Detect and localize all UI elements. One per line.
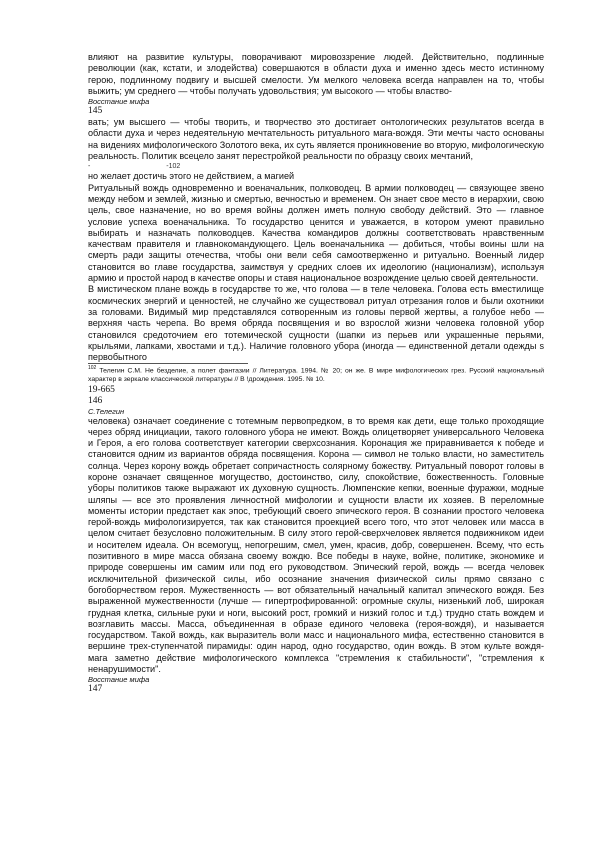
running-header: С.Телегин [88,406,125,416]
running-header: Восстание мифа [88,97,150,107]
footnote-mark: 102 [88,365,97,372]
running-header: Восстание мифа [88,675,150,685]
paragraph: вать; ум высшего — чтобы творить, и творчество это достигает онтологических результатов всегда в области духа и через недеятельную мечтательность ритуального мага-вождя. Эти мечты часто основаны на видениях мифологического Золотого века, их суть является проникновение во вторую, мифологическую реальность. Политик всецело занят перестройкой реальности по образцу своих мечтаний, [88,117,544,162]
page-number: 146 [88,395,103,406]
paragraph-continuation: влияют на развитие культуры, поворачивают мировоззрение людей. Действительно, подлинные революции (как, кстати, и злодейства) совершаются в области духа и именно здесь место истинному герою, подлинному подвигу и высшей смелости. Ум мелкого человека всегда направлен на то, чтобы выжить; ум среднего — чтобы получать удовольствия; ум высокого — чтобы властво- [88,52,544,96]
page-reference: 19-665 [88,384,115,395]
document-page [88,52,544,695]
footnote-marker-line [88,162,544,171]
marker-number: -102 [166,163,181,171]
paragraph: Ритуальный вождь одновременно и военачальник, полководец. В армии полководец — связующее звено между небом и землей, жизнью и смертью, вечностью и временем. Он знает свое место в иерархии, свою цель, свое назначение, но во время войны должен иметь полную свободу действий. Это — главное условие успеха военачальника. То государство ценится и уважается, в котором умеют правильно выбирать и назначать полководцев. Качества командиров должны соответствовать нравственным качествам правителя и главнокомандующего. Цель военачальника — добиться, чтобы воины шли на смерть ради защиты отечества, чтобы они вели себя самоотверженно и ритуально. Военный лидер становится во главе государства, заимствуя у средних слоев их идеологию (национализм), используя армию и простой народ в качестве опоры и ставя национальное возрождение целью своей деятельности. [88,182,544,284]
paragraph: человека) означает соединение с тотемным первопредком, в то время как дети, еще только проходящие через обряд инициации, такого головного убора не имеют. Вождь олицетворяет универсального Человека и Героя, а его голова соответствует категории сверхсознания. Коронация же приравнивается к победе и становится одним из вариантов обряда посвящения. Корона — символ не только власти, но заместитель солнца. Через корону вождь обретает сопричастность солярному божеству. Ритуальный поворот головы в короне означает священное могущество, достоинство, силу, спокойствие, божественность. Головные уборы политиков также выражают их духовную сущность. Люмпенские кепки, военные фуражки, модные шляпы — все это проявления личностной мифологии и сущности власти их хозяев. В переломные моменты истории предстает как эпос, требующий своего эпического героя. В сознании простого человека герой-вождь мифологизируется, так как становится проекцией всего того, что этот человек или масса в целом считает безусловно положительным. В силу этого герой-сверхчеловек является подвижником идеи и носителем идеала. Он всемогущ, непогрешим, смел, умен, красив, добр, совершенен. Всему, что есть позитивного в мире масса обязана своему вождю. Все победы в науке, войне, политике, экономике и природе совершены им самим или под его руководством. Эпический герой, вождь — всегда человек исключительной физической силы, ибо осознание значения физической силы прямо связано с богоборчеством героя. Мужественность — вот обязательный начальный капитал эпического вождя. Без выраженной мужественности (лучше — гипертрофированной: огромные скулы, низенький лоб, широкая грудная клетка, сильные руки и ноги, высокий рост, громкий и низкий голос и т.д.) трудно стать вождем и возглавить массы. Масса, объединенная в образе единого человека (героя-вождя), и называется государством. Такой вождь, как выразитель воли масс и национального мифа, естественно становится в вершине трех-ступенчатой пирамиды: один народ, одно государство, один вождь. В этом культе вождя-мага заметно действие мифологического комплекса "стремления к стабильности", "стремления к ненарушимости". [88,415,544,675]
page-number: 147 [88,684,103,695]
footnote [88,364,544,384]
paragraph: но желает достичь этого не действием, а магией [88,171,295,182]
marker-dash: - [88,163,91,171]
footnote-text: Телегин С.М. Не безделие, а полет фантазии // Литература. 1994. № 20; он же. В мире мифологических грез. Русский национальный характер в зеркале классической литературы // В !дрождения. 1995. № 10. [88,367,544,384]
page-number: 145 [88,106,103,117]
paragraph: В мистическом плане вождь в государстве то же, что голова — в теле человека. Голова есть вместилище космических энергий и ценностей, не случайно же существовал ритуал отрезания голов и были охотники за головами. Видимый мир представлялся сотворенным из головы первой жертвы, а голубое небо — верхняя часть черепа. Во время обряда посвящения и во взрослой жизни человека головной убор становился средоточием его тотемической сущности (шапки из перьев или украшенные перьями, крыльями, лапками, хвостами и т.д.). Наличие головного убора (иногда — единственной детали одежды s первобытного [88,284,544,363]
